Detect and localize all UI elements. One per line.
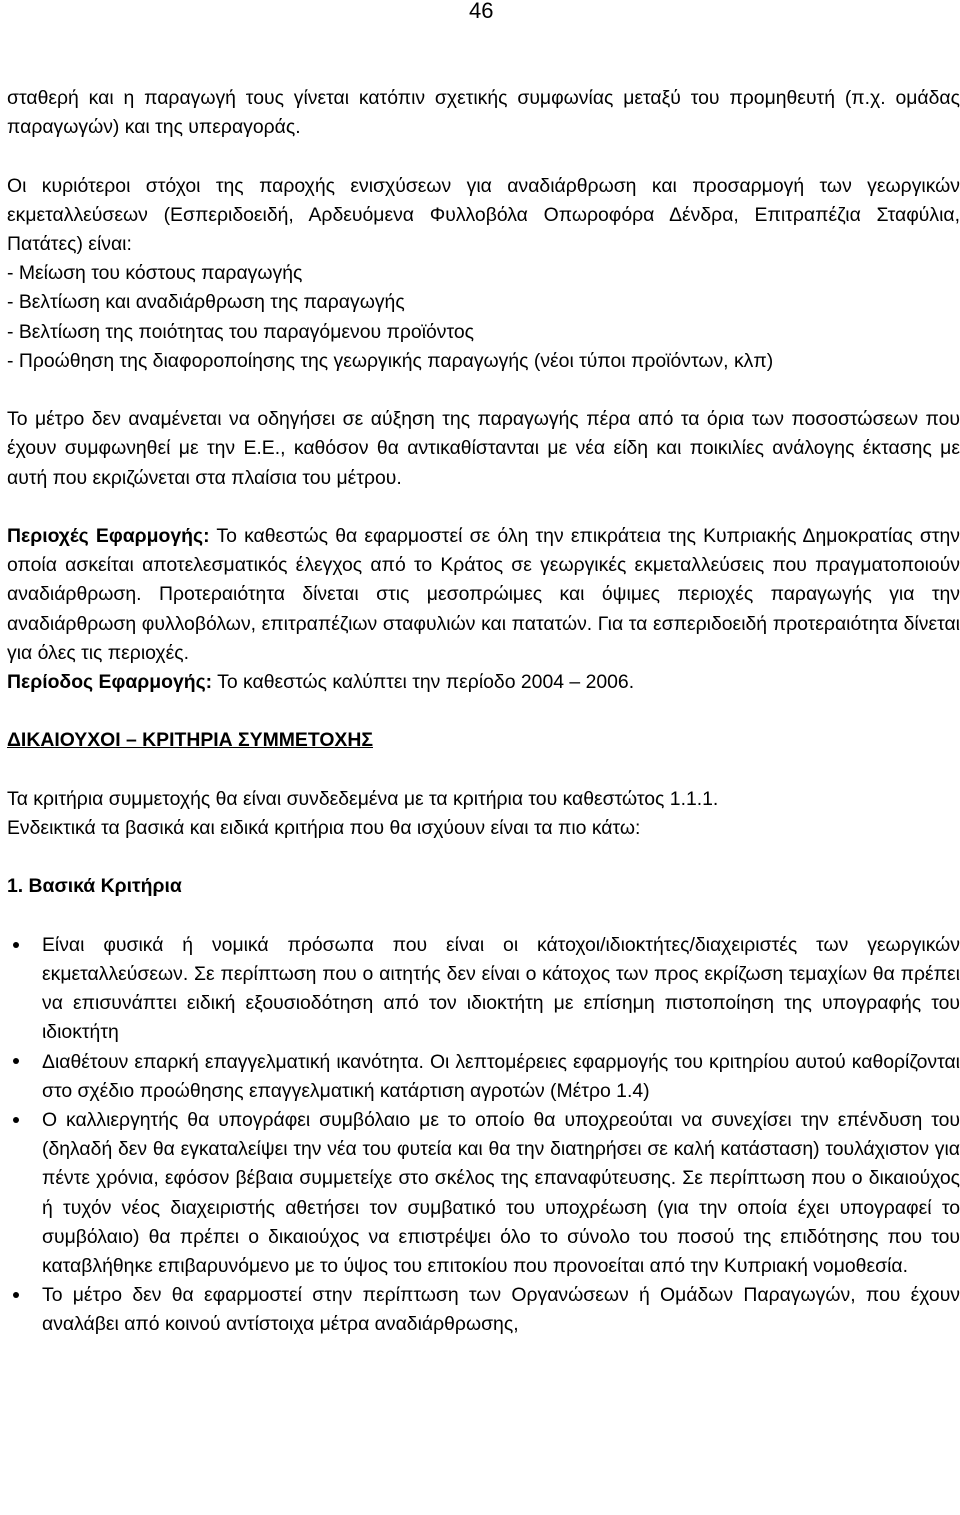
page-number: 46 [469, 0, 494, 23]
basic-criteria-heading [7, 872, 960, 901]
criteria-bullet-item [7, 1048, 960, 1106]
bullet-icon [7, 1106, 25, 1135]
measure-note: Το μέτρο δεν αναμένεται να οδηγήσει σε αύξηση της παραγωγής πέρα από τα όρια των ποσοστώσεων που έχουν συμφωνηθεί με την Ε.Ε., καθόσον θα αντικαθίστανται με νέα είδη και ποικιλίες ανάλογης έκτασης με αυτή που εκριζώνεται στα πλαίσια του μέτρου. [7, 408, 960, 489]
application-period-paragraph [7, 668, 960, 697]
objective-item: - Μείωση του κόστους παραγωγής [7, 262, 303, 285]
intro-paragraph: σταθερή και η παραγωγή τους γίνεται κατόπιν σχετικής συμφωνίας μεταξύ του προμηθευτή (π.χ. ομάδας παραγωγών) και της υπεραγοράς. [7, 87, 960, 139]
criteria-bullet-text: Ο καλλιεργητής θα υπογράφει συμβόλαιο με το οποίο θα υποχρεούται να συνεχίσει την επένδυση του (δηλαδή δεν θα εγκαταλείψει την νέα του φυτεία και θα την διατηρήσει σε καλή κατάσταση) τουλάχιστον για πέντε χρόνια, εφόσον βέβαια συμμετείχε στο σκέλος της επαναφύτευσης. Σε περίπτωση που ο δικαιούχος ή τυχόν νέος διαχειριστής αθετήσει τον συμβατικό του υποχρέωση (για την οποία έχει υπογραφεί το συμβόλαιο) θα πρέπει ο δικαιούχος να επιστρέψει όλο το σύνολο του ποσού της επιδότησης που του καταβλήθηκε επιβαρυνόμενο με το ύψος του επιτοκίου που προνοείται από την Κυπριακή νομοθεσία. [42, 1109, 960, 1278]
application-area-paragraph [7, 522, 960, 668]
objectives-intro: Οι κυριότεροι στόχοι της παροχής ενισχύσεων για αναδιάρθρωση και προσαρμογή των γεωργικών εκμεταλλεύσεων (Εσπεριδοειδή, Αρδευόμενα Φυλλοβόλα Οπωροφόρα Δένδρα, Επιτραπέζια Σταφύλια, Πατάτες) είναι: [7, 174, 960, 255]
document-body [7, 84, 960, 1340]
beneficiaries-heading: ΔΙΚΑΙΟΥΧΟΙ – ΚΡΙΤΗΡΙΑ ΣΥΜΜΕΤΟΧΗΣ [7, 729, 373, 752]
bullet-icon [7, 1281, 25, 1310]
criteria-bullet-text: Το μέτρο δεν θα εφαρμοστεί στην περίπτωση των Οργανώσεων ή Ομάδων Παραγωγών, που έχουν αναλάβει από κοινού αντίστοιχα μέτρα αναδιάρθρωσης, [42, 1284, 960, 1336]
objective-item: - Βελτίωση και αναδιάρθρωση της παραγωγής [7, 291, 405, 314]
criteria-bullet-text: Διαθέτουν επαρκή επαγγελματική ικανότητα. Οι λεπτομέρειες εφαρμογής του κριτηρίου αυτού καθορίζονται στο σχέδιο προώθησης επαγγελματική κατάρτιση αγροτών (Μέτρο 1.4) [42, 1050, 960, 1102]
bullet-icon [7, 931, 25, 960]
application-period-label: Περίοδος Εφαρμογής: [7, 671, 213, 694]
objective-item: - Προώθηση της διαφοροποίησης της γεωργικής παραγωγής (νέοι τύποι προϊόντων, κλπ) [7, 349, 774, 372]
basic-criteria-heading-text: 1. Βασικά Κριτήρια [7, 875, 182, 898]
application-area-text: Το καθεστώς θα εφαρμοστεί σε όλη την επικράτεια της Κυπριακής Δημοκρατίας στην οποία ασκείται αποτελεσματικός έλεγχος από το Κράτος σε γεωργικές εκμεταλλεύσεις που πραγματοποιούν αναδιάρθρωση. Προτεραιότητα δίνεται στις μεσοπρώιμες και όψιμες περιοχές παραγωγής για την αναδιάρθρωση φυλλοβόλων, επιτραπέζιων σταφυλιών και πατατών. Για τα εσπεριδοειδή προτεραιότητα δίνεται για όλες τις περιοχές. [7, 525, 960, 664]
criteria-bullet-item [7, 931, 960, 1048]
criteria-bullet-item [7, 1281, 960, 1339]
criteria-bullet-text: Είναι φυσικά ή νομικά πρόσωπα που είναι οι κάτοχοι/ιδιοκτήτες/διαχειριστές των γεωργικών εκμεταλλεύσεων. Σε περίπτωση που ο αιτητής δεν είναι ο κάτοχος των προς εκρίζωση τεμαχίων θα πρέπει να επισυνάπτει ειδική εξουσιοδότηση από τον ιδιοκτήτη με επίσημη πιστοποίηση της υπογραφής του ιδιοκτήτη [42, 933, 960, 1044]
application-area-label: Περιοχές Εφαρμογής: [7, 525, 210, 547]
bullet-icon [7, 1048, 25, 1077]
criteria-intro-2: Ενδεικτικά τα βασικά και ειδικά κριτήρια που θα ισχύουν είναι τα πιο κάτω: [7, 817, 641, 839]
application-period-text: Το καθεστώς καλύπτει την περίοδο 2004 – 2006. [212, 671, 635, 694]
criteria-bullet-item [7, 1106, 960, 1281]
criteria-intro-1: Τα κριτήρια συμμετοχής θα είναι συνδεδεμένα με τα κριτήρια του καθεστώτος 1.1.1. [7, 787, 719, 810]
objective-item: - Βελτίωση της ποιότητας του παραγόμενου προϊόντος [7, 320, 474, 343]
